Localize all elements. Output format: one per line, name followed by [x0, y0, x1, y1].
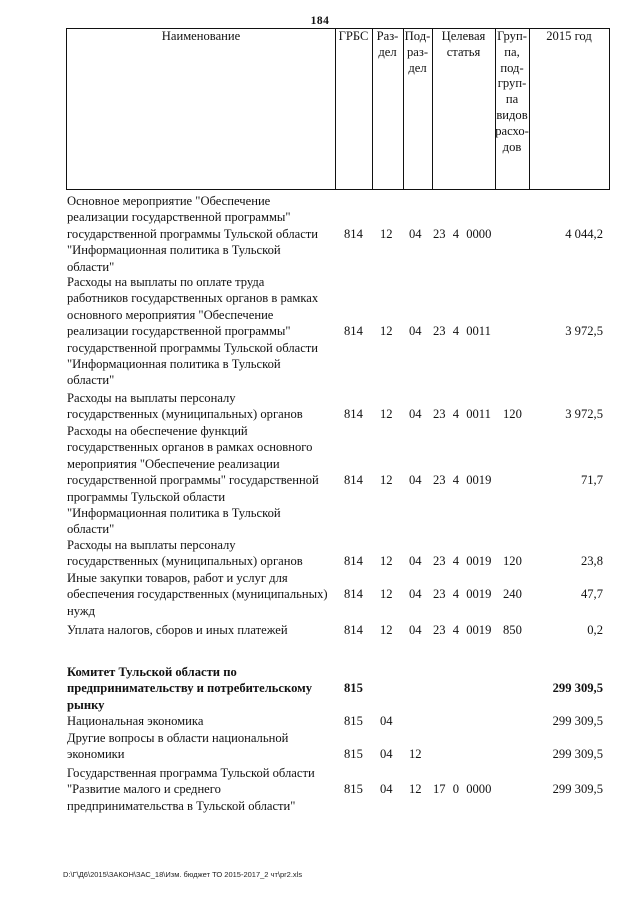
page-number: 184 — [310, 15, 330, 27]
grbs-cell: 814 — [344, 324, 363, 339]
podrazdel-cell: 04 — [409, 473, 422, 488]
amount-cell: 47,7 — [580, 587, 603, 602]
header-gruppa-vidov-rashodov — [495, 29, 529, 155]
row-name-line: Комитет Тульской области по — [67, 665, 237, 679]
row-name-line: Расходы на выплаты персоналу — [67, 538, 236, 552]
amount-cell: 71,7 — [580, 473, 603, 488]
row-name-line: Основное мероприятие "Обеспечение — [67, 194, 271, 208]
celevaya-statya-cell: 23 4 0019 — [433, 587, 492, 602]
header-podrazdel-line: раз- — [406, 44, 429, 59]
header-gruppa-line: под- — [500, 60, 524, 75]
row-name-line: Уплата налогов, сборов и иных платежей — [67, 623, 288, 637]
amount-cell: 4 044,2 — [565, 226, 603, 241]
gruppa-cell: 120 — [503, 554, 522, 569]
row-name — [67, 193, 337, 275]
row-name-line: Другие вопросы в области национальной — [67, 731, 289, 745]
grbs-cell: 814 — [344, 587, 363, 602]
podrazdel-cell: 04 — [409, 623, 422, 637]
table-row — [0, 423, 640, 538]
gruppa-cell: 850 — [503, 623, 522, 637]
grbs-cell: 815 — [344, 782, 363, 797]
row-name-line: экономики — [67, 747, 125, 762]
header-gruppa-line: па, — [504, 44, 520, 59]
row-name-line: программы Тульской области — [67, 489, 226, 504]
row-name-line: реализации государственной программы" — [67, 324, 291, 339]
podrazdel-cell: 12 — [409, 747, 422, 762]
amount-cell: 3 972,5 — [565, 324, 603, 339]
row-name — [67, 713, 337, 729]
grbs-cell: 815 — [344, 714, 363, 728]
header-razdel-line: Раз- — [376, 29, 399, 43]
razdel-cell: 12 — [380, 324, 393, 339]
razdel-cell: 12 — [380, 554, 393, 569]
razdel-cell: 12 — [380, 407, 393, 422]
podrazdel-cell: 04 — [409, 587, 422, 602]
table-row — [0, 765, 640, 814]
row-name-line: государственной программы Тульской области — [67, 340, 319, 355]
file-path-footer: D:\Г\Д6\2015\ЗАКОН\ЗАС_18\Изм. бюджет ТО 2015-2017_2 чт\pr2.xls — [63, 870, 303, 879]
row-name — [67, 765, 337, 814]
header-razdel — [372, 29, 403, 61]
header-grbs: ГРБС — [338, 29, 369, 43]
table-row — [0, 537, 640, 570]
row-name-line: "Информационная политика в Тульской — [67, 243, 281, 258]
row-name-line: Иные закупки товаров, работ и услуг для — [67, 571, 288, 585]
row-name — [67, 274, 337, 389]
row-name-line: работников государственных органов в рамках — [67, 291, 319, 306]
header-celevaya-statya — [432, 29, 495, 61]
celevaya-statya-cell: 23 4 0019 — [433, 623, 492, 637]
row-name — [67, 537, 337, 570]
header-gruppa-line: расхо- — [495, 123, 529, 138]
table-row — [0, 390, 640, 423]
celevaya-statya-cell: 23 4 0011 — [433, 324, 491, 339]
header-gruppa-line: па — [505, 92, 519, 107]
row-name-line: государственных (муниципальных) органов — [67, 554, 303, 569]
razdel-cell: 12 — [380, 623, 393, 637]
gruppa-cell: 120 — [503, 407, 522, 422]
podrazdel-cell: 12 — [409, 782, 422, 797]
row-name-line: нужд — [67, 603, 95, 618]
celevaya-statya-cell: 23 4 0000 — [433, 226, 492, 241]
header-gruppa-line: груп- — [497, 76, 527, 91]
grbs-cell: 814 — [344, 407, 363, 422]
grbs-cell: 814 — [344, 226, 363, 241]
celevaya-statya-cell: 23 4 0019 — [433, 554, 492, 569]
row-name-line: Расходы на выплаты персоналу — [67, 391, 236, 405]
razdel-cell: 12 — [380, 587, 393, 602]
header-gruppa-line: Груп- — [497, 29, 527, 43]
amount-cell: 299 309,5 — [552, 747, 603, 762]
row-name-line: области" — [67, 373, 115, 388]
amount-cell: 0,2 — [587, 623, 603, 637]
row-name-line: основного мероприятия "Обеспечение — [67, 307, 274, 322]
table-row — [0, 664, 640, 713]
podrazdel-cell: 04 — [409, 324, 422, 339]
grbs-cell: 814 — [344, 473, 363, 488]
grbs-cell: 815 — [344, 681, 363, 696]
razdel-cell: 04 — [380, 747, 393, 762]
row-name — [67, 622, 337, 638]
celevaya-statya-cell: 17 0 0000 — [433, 782, 492, 797]
row-name — [67, 423, 337, 538]
table-row — [0, 713, 640, 729]
row-name-line: предпринимательства в Тульской области" — [67, 798, 296, 813]
amount-cell: 299 309,5 — [552, 782, 603, 797]
header-gruppa-line: видов — [496, 107, 528, 122]
razdel-cell: 12 — [380, 226, 393, 241]
row-name — [67, 664, 337, 713]
row-name-line: "Развитие малого и среднего — [67, 782, 221, 797]
amount-cell: 3 972,5 — [565, 407, 603, 422]
podrazdel-cell: 04 — [409, 554, 422, 569]
amount-cell: 299 309,5 — [552, 714, 603, 728]
row-name-line: государственной программы" государственной — [67, 473, 319, 488]
razdel-cell: 12 — [380, 473, 393, 488]
header-year: 2015 год — [546, 29, 592, 43]
razdel-cell: 04 — [380, 782, 393, 797]
row-name-line: государственной программы Тульской области — [67, 226, 319, 241]
table-row — [0, 193, 640, 275]
razdel-cell: 04 — [380, 714, 393, 728]
amount-cell: 23,8 — [580, 554, 603, 569]
column-divider — [529, 29, 530, 189]
table-row — [0, 570, 640, 619]
gruppa-cell: 240 — [503, 587, 522, 602]
row-name-line: государственных (муниципальных) органов — [67, 407, 303, 422]
row-name — [67, 390, 337, 423]
row-name-line: "Информационная политика в Тульской — [67, 357, 281, 372]
table-row — [0, 622, 640, 638]
row-name-line: мероприятия "Обеспечение реализации — [67, 456, 280, 471]
row-name-line: области" — [67, 522, 115, 537]
row-name-line: реализации государственной программы" — [67, 210, 291, 225]
row-name — [67, 570, 337, 619]
row-name-line: Государственная программа Тульской области — [67, 766, 315, 780]
grbs-cell: 814 — [344, 554, 363, 569]
row-name — [67, 730, 337, 763]
column-divider — [335, 29, 336, 189]
header-gruppa-line: дов — [502, 139, 522, 154]
row-name-line: обеспечения государственных (муниципальных) — [67, 587, 328, 602]
table-row — [0, 730, 640, 763]
celevaya-statya-cell: 23 4 0019 — [433, 473, 492, 488]
row-name-line: Расходы на выплаты по оплате труда — [67, 275, 265, 289]
amount-cell: 299 309,5 — [552, 681, 603, 696]
header-celevaya-line: статья — [446, 44, 481, 59]
grbs-cell: 815 — [344, 747, 363, 762]
header-podrazdel — [403, 29, 432, 76]
header-podrazdel-line: Под- — [404, 29, 431, 43]
grbs-cell: 814 — [344, 623, 363, 637]
row-name-line: рынку — [67, 697, 105, 712]
row-name-line: предпринимательству и потребительскому — [67, 681, 313, 696]
header-name: Наименование — [161, 29, 241, 43]
header-celevaya-line: Целевая — [441, 29, 486, 43]
row-name-line: Расходы на обеспечение функций — [67, 424, 248, 438]
celevaya-statya-cell: 23 4 0011 — [433, 407, 491, 422]
header-razdel-line: дел — [378, 44, 397, 59]
podrazdel-cell: 04 — [409, 226, 422, 241]
row-name-line: "Информационная политика в Тульской — [67, 506, 281, 521]
table-header — [66, 28, 610, 190]
row-name-line: государственных органов в рамках основного — [67, 440, 313, 455]
podrazdel-cell: 04 — [409, 407, 422, 422]
row-name-line: Национальная экономика — [67, 714, 204, 728]
table-row — [0, 274, 640, 389]
header-podrazdel-line: дел — [408, 60, 427, 75]
row-name-line: области" — [67, 259, 115, 274]
